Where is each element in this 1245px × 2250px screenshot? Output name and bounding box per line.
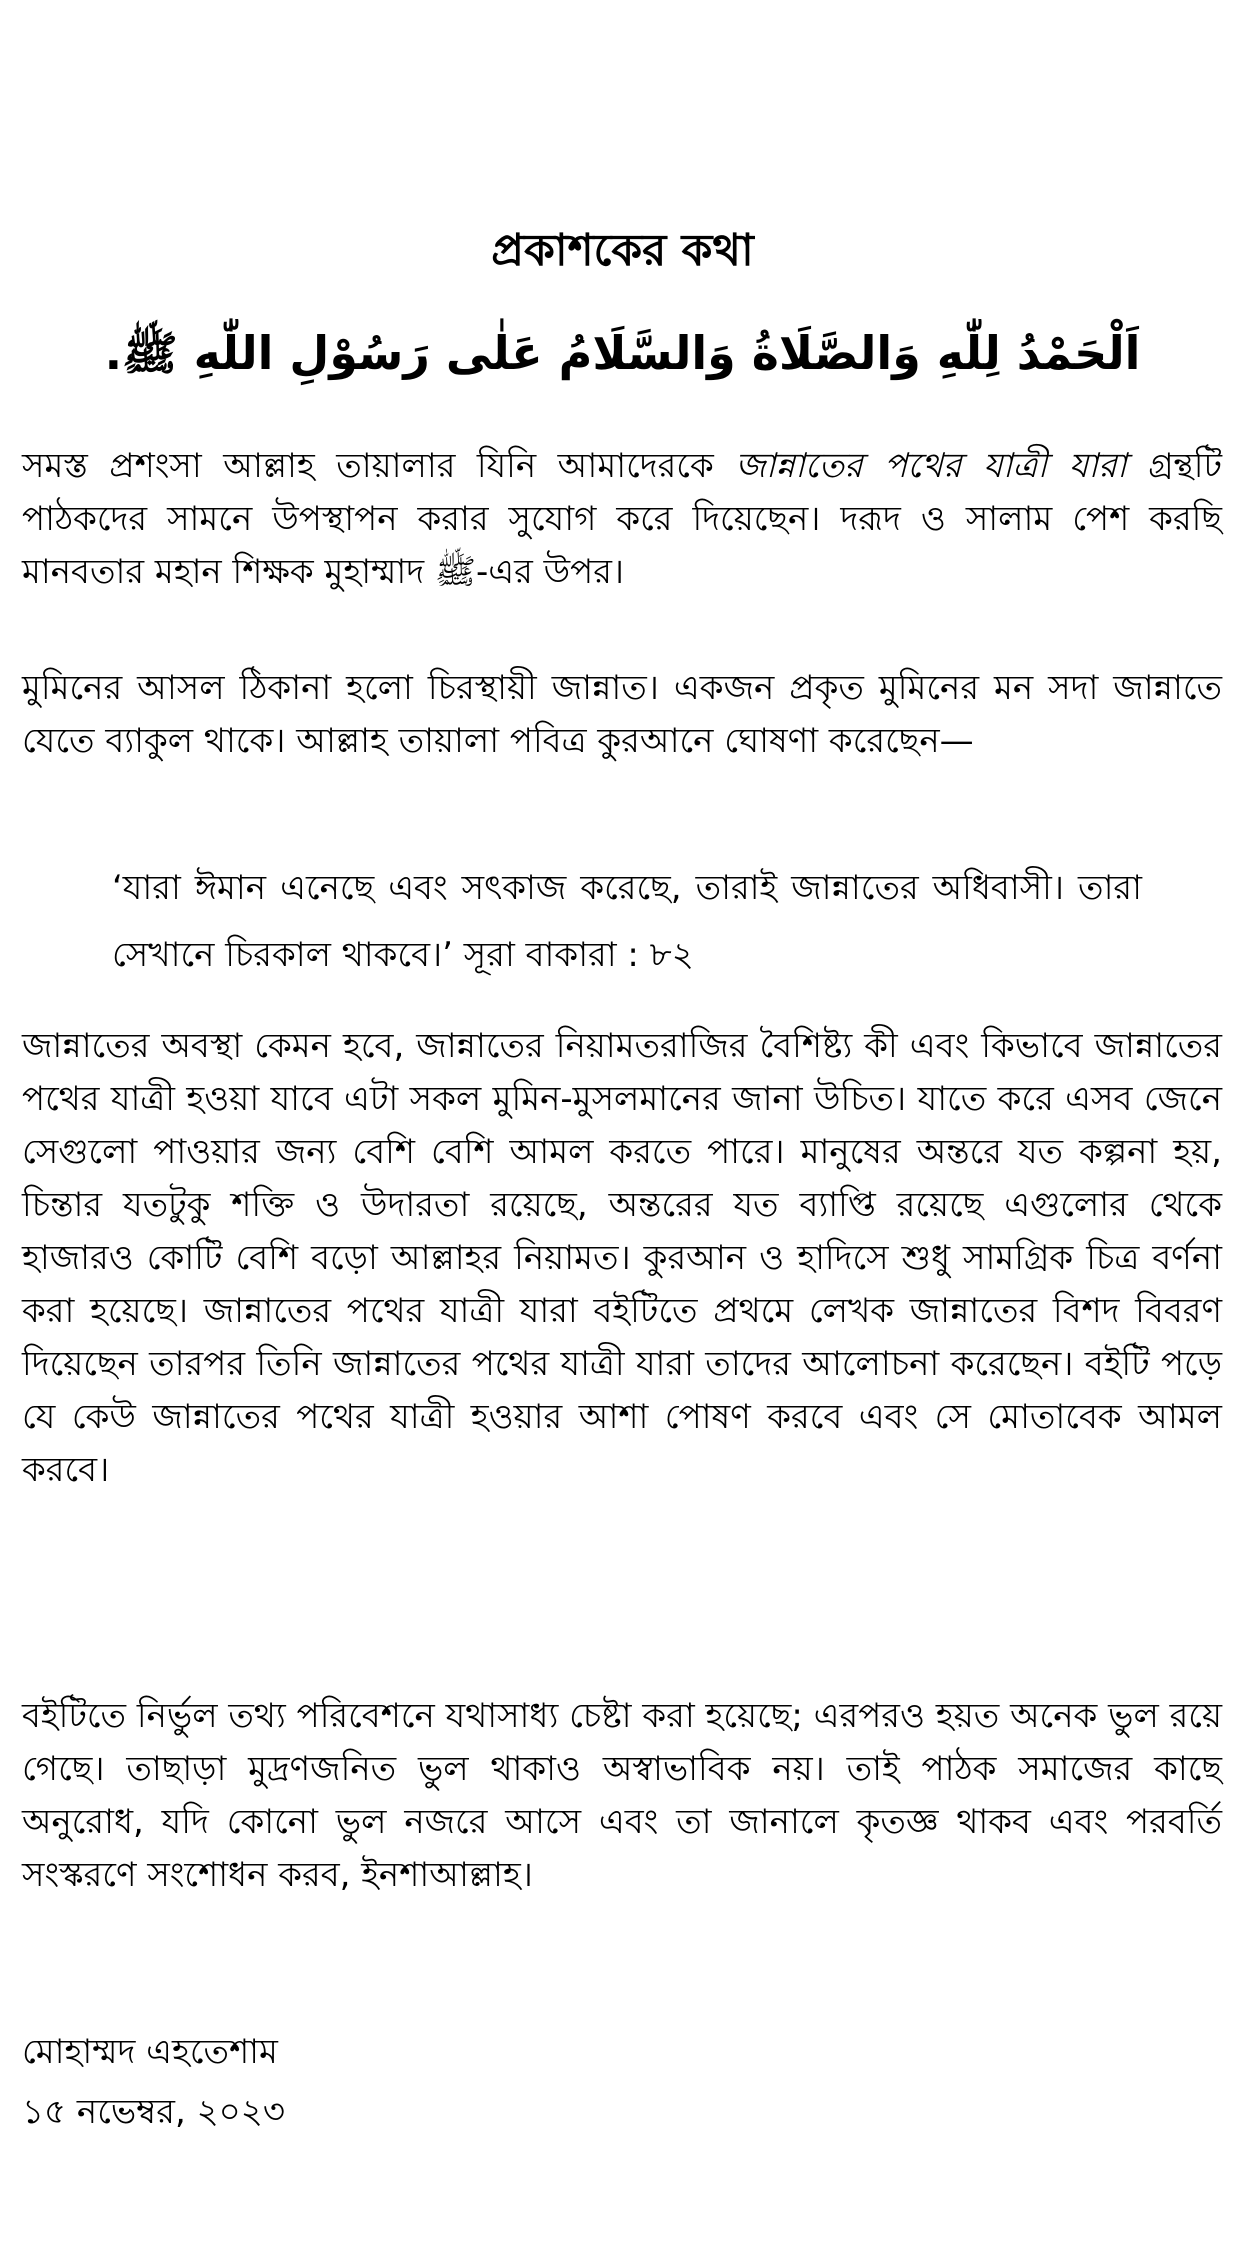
paragraph-2: [22, 662, 1222, 768]
quran-quote: ‘যারা ঈমান এনেছে এবং সৎকাজ করেছে, তারাই জান্নাতের অধিবাসী। তারা সেখানে চিরকাল থাকবে।’ সূরা বাকারা : ৮২: [112, 868, 1142, 975]
arabic-salutation: اَلْحَمْدُ لِلّٰهِ وَالصَّلَاةُ وَالسَّلَامُ عَلٰى رَسُوْلِ اللّٰهِ ﷺ.: [104, 326, 1141, 380]
page-title: প্রকাশকের কথা: [491, 225, 754, 277]
quote-block: [22, 855, 1222, 989]
paragraph-1: [22, 440, 1222, 599]
book-title-italic: জান্নাতের পথের যাত্রী যারা: [735, 446, 1127, 486]
paragraph-1-part-1: সমস্ত প্রশংসা আল্লাহ তায়ালার যিনি আমাদেরকে: [22, 446, 736, 486]
signature-date: ১৫ নভেম্বর, ২০২৩: [22, 2092, 285, 2132]
paragraph-4-text: বইটিতে নির্ভুল তথ্য পরিবেশনে যথাসাধ্য চেষ্টা করা হয়েছে; এরপরও হয়ত অনেক ভুল রয়ে গেছে। তাছাড়া মুদ্রণজনিত ভুল থাকাও অস্বাভাবিক নয়। তাই পাঠক সমাজের কাছে অনুরোধ, যদি কোনো ভুল নজরে আসে এবং তা জানালে কৃতজ্ঞ থাকব এবং পরবর্তি সংস্করণে সংশোধন করব, ইনশাআল্লাহ।: [22, 1696, 1222, 1895]
paragraph-2-text: মুমিনের আসল ঠিকানা হলো চিরস্থায়ী জান্নাত। একজন প্রকৃত মুমিনের মন সদা জান্নাতে যেতে ব্যাকুল থাকে। আল্লাহ তায়ালা পবিত্র কুরআনে ঘোষণা করেছেন—: [22, 668, 1222, 761]
signature-name: মোহাম্মদ এহতেশাম: [22, 2032, 278, 2072]
paragraph-4: [22, 1690, 1222, 1902]
paragraph-3: [22, 1020, 1222, 1497]
paragraph-1-part-2: গ্রন্থটি পাঠকদের সামনে উপস্থাপন করার সুযোগ করে দিয়েছেন। দরূদ ও সালাম পেশ করছি মানবতার মহান শিক্ষক মুহাম্মাদ ﷺ-এর উপর।: [22, 446, 1223, 592]
signature-block: [22, 2022, 622, 2142]
paragraph-1-text: [22, 440, 1222, 599]
paragraph-3-text: জান্নাতের অবস্থা কেমন হবে, জান্নাতের নিয়ামতরাজির বৈশিষ্ট্য কী এবং কিভাবে জান্নাতের পথের যাত্রী হওয়া যাবে এটা সকল মুমিন-মুসলমানের জানা উচিত। যাতে করে এসব জেনে সেগুলো পাওয়ার জন্য বেশি বেশি আমল করতে পারে। মানুষের অন্তরে যত কল্পনা হয়, চিন্তার যতটুকু শক্তি ও উদারতা রয়েছে, অন্তরের যত ব্যাপ্তি রয়েছে এগুলোর থেকে হাজারও কোটি বেশি বড়ো আল্লাহর নিয়ামত। কুরআন ও হাদিসে শুধু সামগ্রিক চিত্র বর্ণনা করা হয়েছে। জান্নাতের পথের যাত্রী যারা বইটিতে প্রথমে লেখক জান্নাতের বিশদ বিবরণ দিয়েছেন তারপর তিনি জান্নাতের পথের যাত্রী যারা তাদের আলোচনা করেছেন। বইটি পড়ে যে কেউ জান্নাতের পথের যাত্রী হওয়ার আশা পোষণ করবে এবং সে মোতাবেক আমল করবে।: [22, 1026, 1222, 1490]
